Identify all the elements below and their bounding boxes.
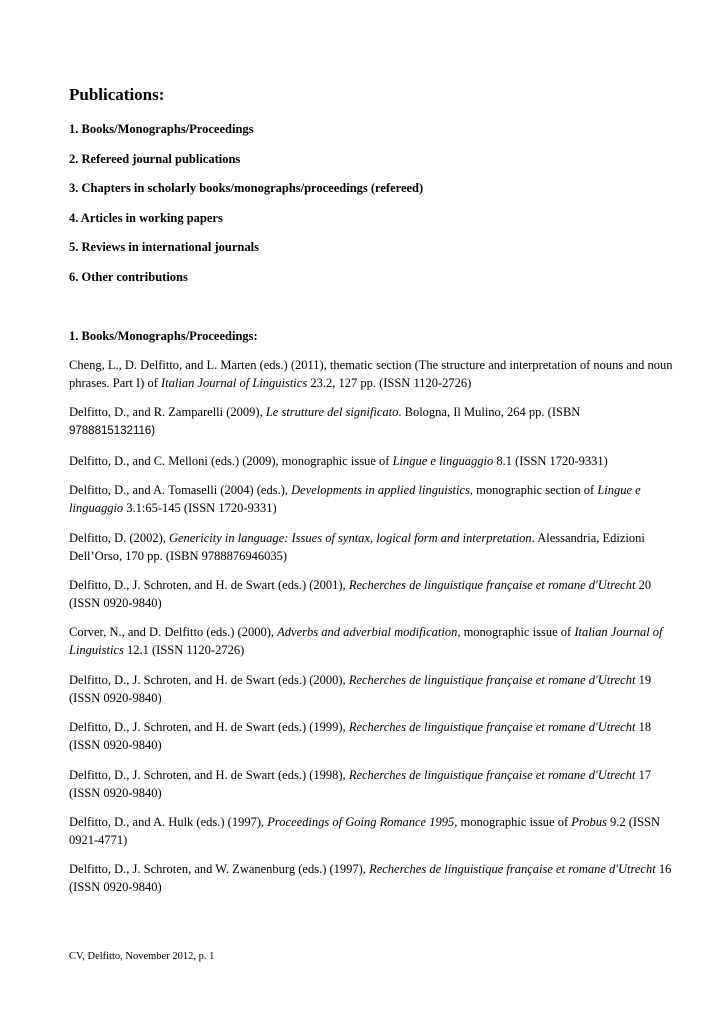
entry-text: 12.1 (ISSN 1120-2726) [123,643,245,658]
entry-title: Probus [571,814,607,829]
entry-text: Delfitto, D., and C. Melloni (eds.) (2009), monographic issue of [69,453,393,468]
entry-text: Delfitto, D., J. Schroten, and W. Zwanenburg (eds.) (1997), [69,862,370,877]
publication-list [69,356,684,908]
entry-text: Cheng, L., D. Delfitto, and L. Marten (eds.) (2011), thematic section (The structure and interpretation of nouns and noun phrases. Part I) of [69,358,673,390]
entry-text: Delfitto, D. (2002), [69,530,169,545]
entry-title: Adverbs and adverbial modification [277,625,458,640]
entry-text: 19 (ISSN 0920-9840) [69,672,652,705]
publication-entry [69,403,684,440]
publication-entry [69,356,684,392]
entry-text: 8.1 (ISSN 1720-9331) [493,453,608,468]
toc-item: 1. Books/Monographs/Proceedings [69,122,254,136]
publication-entry [69,671,684,707]
publication-entry [69,576,684,612]
entry-text: 18 (ISSN 0920-9840) [69,720,652,753]
entry-title: Genericity in language: Issues of syntax, logical form and interpretation [168,530,532,545]
entry-text: Delfitto, D., J. Schroten, and H. de Swart (eds.) (1998), [69,767,349,782]
entry-text: , monographic issue of [454,814,572,829]
entry-title: Recherches de linguistique française et romane d'Utrecht [348,577,636,592]
entry-text: 16 (ISSN 0920-9840) [69,862,672,895]
entry-title: Recherches de linguistique française et romane d'Utrecht [348,672,636,687]
section-title-books: 1. Books/Monographs/Proceedings: [69,329,258,343]
entry-title: Lingue e linguaggio [392,453,494,468]
toc-item: 4. Articles in working papers [69,210,223,225]
entry-text: 3.1:65-145 (ISSN 1720-9331) [123,501,277,516]
entry-text: , monographic issue of [457,625,575,640]
publication-entry [69,718,684,754]
entry-text: 17 (ISSN 0920-9840) [69,767,652,800]
entry-title: Developments in applied linguistics [291,483,470,498]
entry-text: 9.2 (ISSN 0921-4771) [69,814,661,847]
entry-text: Delfitto, D., J. Schroten, and H. de Swart (eds.) (2001), [69,577,349,592]
entry-text: Delfitto, D., and A. Hulk (eds.) (1997), [69,814,268,829]
entry-text: , monographic section of [469,483,598,498]
section-index [69,120,423,298]
publication-entry [69,529,684,565]
publication-entry [69,766,684,802]
toc-item: 6. Other contributions [69,269,188,284]
publication-entry [69,481,684,517]
entry-text: Delfitto, D., J. Schroten, and H. de Swart (eds.) (2000), [69,672,349,687]
entry-text: . Bologna, Il Mulino, 264 pp. (ISBN [398,405,581,420]
entry-title: Recherches de linguistique française et romane d'Utrecht [348,767,636,782]
entry-isbn: 9788815132116) [69,425,156,438]
entry-title: Italian Journal of Linguistics [161,376,308,390]
entry-title: Recherches de linguistique française et romane d'Utrecht [348,720,636,735]
publications-heading: Publications: [69,85,165,104]
publication-entry [69,623,684,659]
page-footer: CV, Delfitto, November 2012, p. 1 [69,951,215,962]
entry-text: 23.2, 127 pp. (ISSN 1120-2726) [307,376,472,390]
entry-text: Delfitto, D., and A. Tomaselli (2004) (eds.), [69,483,292,498]
entry-text: . Alessandria, Edizioni Dell’Orso, 170 pp. (ISBN 9788876946035) [69,530,645,563]
toc-item: 2. Refereed journal publications [69,151,241,166]
entry-text: Delfitto, D., and R. Zamparelli (2009), [69,405,266,420]
entry-title: Le strutture del significato [265,405,399,420]
toc-item: 5. Reviews in international journals [69,240,259,255]
publication-entry [69,813,684,849]
entry-text: Delfitto, D., J. Schroten, and H. de Swart (eds.) (1999), [69,720,349,735]
entry-title: Lingue e linguaggio [69,483,641,516]
entry-title: Recherches de linguistique française et romane d'Utrecht [369,862,656,877]
entry-title: Proceedings of Going Romance 1995 [267,814,455,829]
entry-text: 20 (ISSN 0920-9840) [69,577,652,610]
entry-text: Corver, N., and D. Delfitto (eds.) (2000), [69,625,278,640]
publication-entry [69,452,684,470]
publication-entry [69,860,684,896]
entry-title: Italian Journal of Linguistics [69,625,663,658]
toc-item: 3. Chapters in scholarly books/monographs/proceedings (refereed) [69,181,424,196]
